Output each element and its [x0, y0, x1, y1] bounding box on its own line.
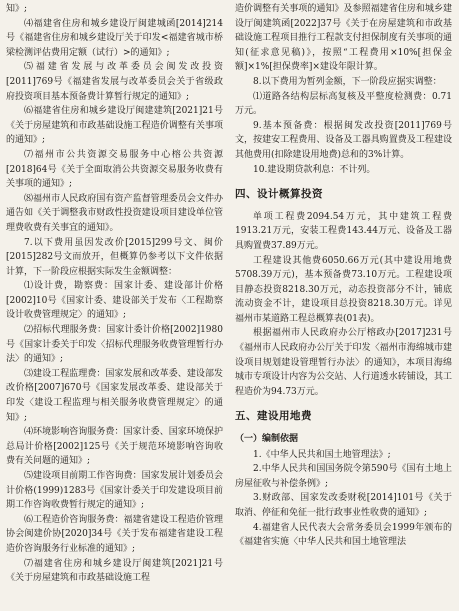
left-paragraph: ⑷环境影响咨询服务费：国家计委、国家环境保护总局计价格[2002]125号《关于规范环境影响咨询收费有关问题的通知》; [6, 427, 223, 467]
right-paragraph: 4.福建省人民代表大会常务委员会1999年颁布的《福建省实施〈中华人民共和国土地管理法 [235, 522, 452, 548]
left-paragraph: ⑹福建省住房和城乡建设厅闽建建筑[2021]21号《关于房屋建筑和市政基础设施工程造价调整有关事项的通知》; [6, 106, 223, 146]
left-paragraph: ⑻福州市人民政府国有资产监督管理委员会文件办通告如《关于调整我市财政性投资建设项目建设单位管理费收费有关事宜的通知》。 [6, 193, 223, 233]
right-paragraph: 工程建设其他费6050.66万元(其中建设用地费5708.39万元)，基本预备费73.10万元。工程建设项目静态投资8218.30万元，动态投资部分不计，铺底流动资金不计，建设项目总投资8218.30万元。详见福州市某道路工程总概算表(01表)。 [235, 255, 452, 324]
left-paragraph: 7.以下费用虽因发改价[2015]299号文、闽价[2015]282号文而放开，但概算仍参考以下文件依据计算，下一阶段应根据实际发生金额调整： [6, 237, 223, 277]
left-paragraph: ⑴设计费，勘察费：国家计委、建设部计价格[2002]10号《国家计委、建设部关于发布〈工程勘察设计收费管理规定〉的通知》; [6, 281, 223, 321]
right-paragraph: 8.以下费用为暂列金额，下一阶段应据实调整： [253, 76, 442, 87]
left-paragraph: ⑺福建省住房和城乡建设厅闽建筑[2021]21号《关于房屋建筑和市政基础设施工程 [6, 558, 223, 584]
right-paragraph: 10.建设期贷款利息：不计列。 [253, 164, 376, 175]
left-paragraph: 知》; [6, 4, 28, 14]
left-paragraph: ⑺福州市公共资源交易服务中心榕公共资源[2018]64号《关于全面取消公共资源交易服务收费有关事项的通知》; [6, 149, 223, 190]
right-paragraph: 3.财政部、国家发改委财税[2014]101号《关于取消、停征和免征一批行政事业性收费的通知》; [235, 493, 452, 518]
subsection-heading: （一）编制依据 [235, 434, 299, 445]
left-paragraph: ⑵招标代理服务费：国家计委计价格[2002]1980号《国家计委关于印发〈招标代理服务收费管理暂行办法〉的通知》; [6, 325, 223, 365]
right-paragraph: ⑴道路各结构层标高复核及平整度检测费：0.71万元。 [235, 91, 452, 117]
section-heading: 四、设计概算投资 [235, 188, 323, 201]
right-column [235, 2, 452, 611]
section-heading: 五、建设用地费 [235, 410, 312, 423]
left-column [6, 2, 223, 611]
right-paragraph: 9.基本预备费：根据闽发改投资[2011]769号文，按建安工程费用、设备及工器具购置费及工程建设其他费用(扣除建设用地费)总和的3%计算。 [235, 120, 452, 160]
right-paragraph: 单项工程费2094.54万元，其中建筑工程费1913.21万元，安装工程费143.44万元、设备及工器具购置费37.89万元。 [235, 211, 452, 251]
left-paragraph: ⑶建设工程监理费：国家发展和改革委、建设部发改价格[2007]670号《国家发展改革委、建设部关于印发〈建设工程监理与相关服务收费管理规定〉的通知》; [6, 368, 223, 423]
right-paragraph: 1.《中华人民共和国土地管理法》; [253, 449, 391, 460]
left-paragraph: ⑹工程造价咨询服务费：福建省建设工程造价管理协会闽建价协[2020]34号《关于发布福建省建设工程造价咨询服务行业标准的通知》; [6, 514, 223, 554]
left-paragraph: ⑸建设项目前期工作咨询费：国家发展计划委员会计价格(1999)1283号《国家计委关于印发建设项目前期工作咨询收费暂行规定的通知》; [6, 471, 223, 511]
left-paragraph: ⑷福建省住房和城乡建设厅闽建城函[2014]214号《福建省住房和城乡建设厅关于印发<福建省城市桥梁检测评估费用定额（试行）>的通知》; [6, 18, 223, 58]
right-paragraph: 造价调整有关事项的通知》及参照福建省住房和城乡建设厅闽建筑函[2022]37号《关于在房屋建筑和市政基础设施工程项目推行工程款支付担保制度有关事项的通知(征求意见稿)》，按照“工程费用×10%[担保金额]×1%[担保费率]×建设年限计算。 [235, 4, 452, 73]
right-paragraph: 根据福州市人民政府办公厅榕政办[2017]231号《福州市人民政府办公厅关于印发〈福州市海绵城市建设项目规划建设管理暂行办法〉的通知》，本项目海绵城市专项设计内容为公交站、人行道透水砖铺设，其工程造价为94.73万元。 [235, 328, 452, 397]
left-paragraph: ⑸福建省发展与改革委员会闽发改投资[2011]769号《福建省发展与改革委员会关于省级政府投资项目基本预备费计算暂行规定的通知》; [6, 62, 223, 102]
right-paragraph: 2.中华人民共和国国务院令第590号《国有土地上房屋征收与补偿条例》; [235, 464, 452, 489]
